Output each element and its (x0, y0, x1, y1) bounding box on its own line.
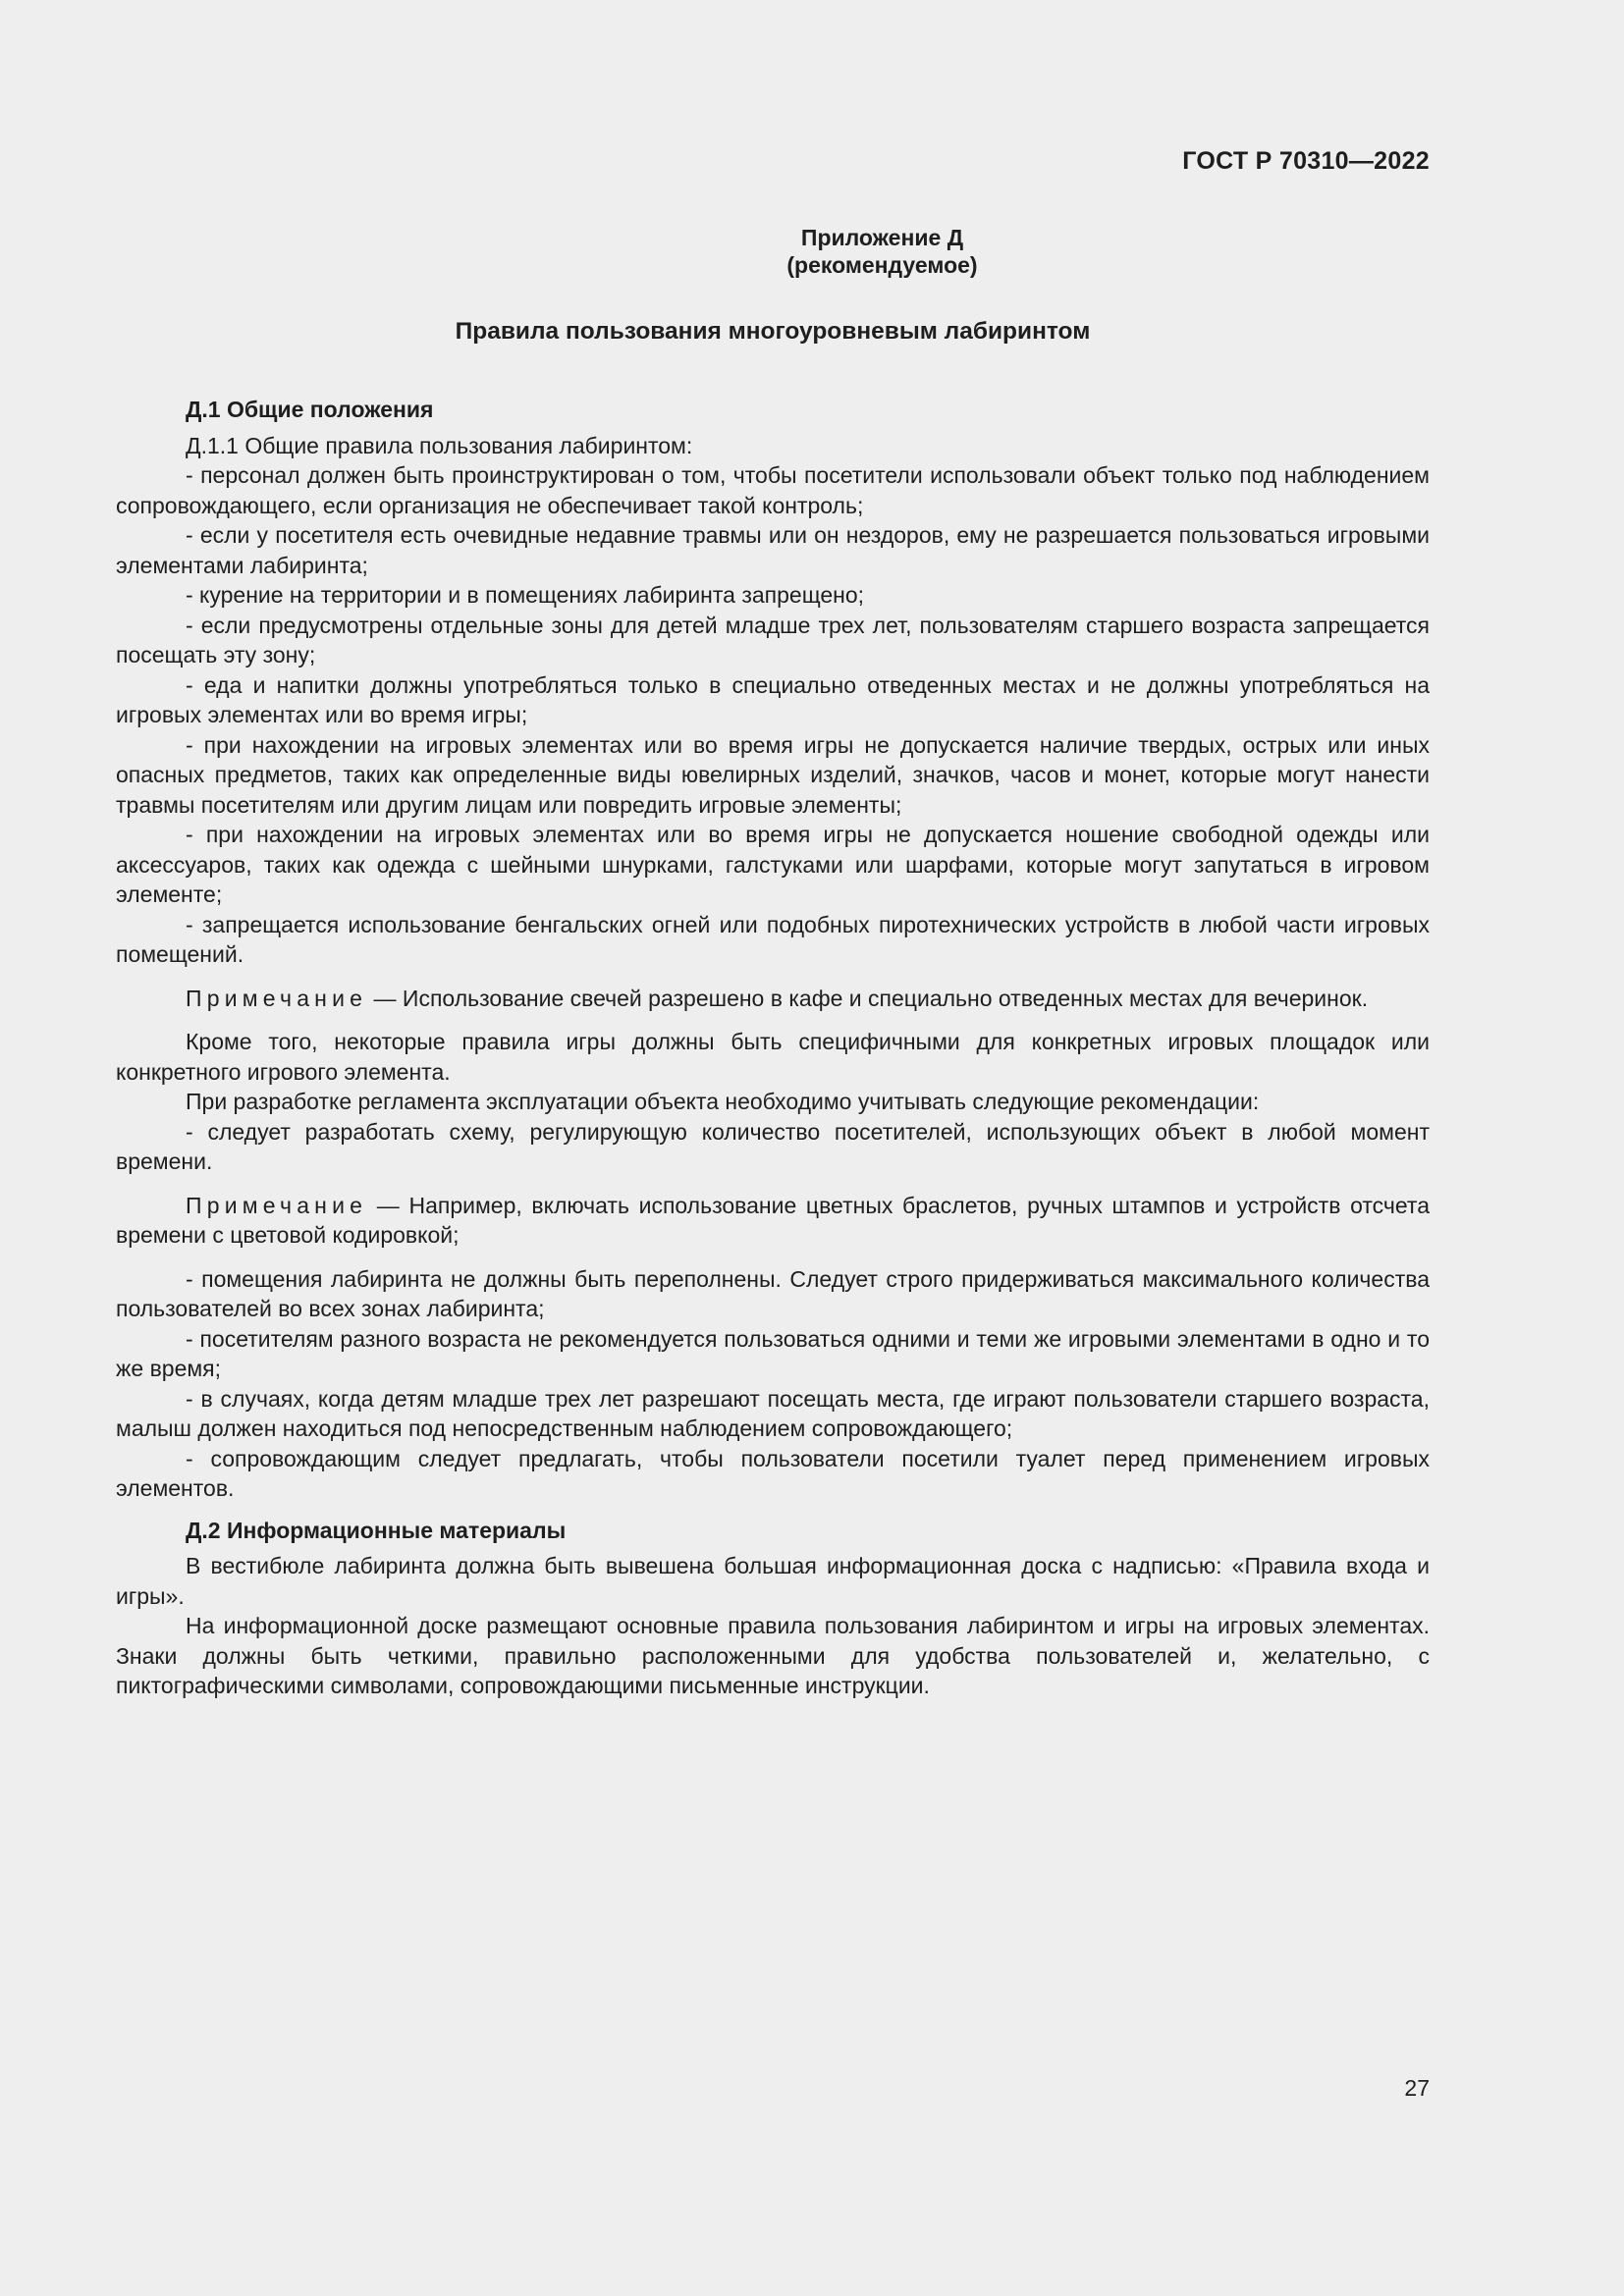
note-text: — Использование свечей разрешено в кафе и специально отведенных местах для вечеринок. (367, 985, 1369, 1011)
paragraph: При разработке регламента эксплуатации объекта необходимо учитывать следующие рекомендации: (186, 1089, 1260, 1114)
document-code: ГОСТ Р 70310—2022 (1182, 147, 1430, 175)
note-label: Примечание (186, 1192, 368, 1218)
list-item: - запрещается использование бенгальских огней или подобных пиротехнических устройств в любой части игровых помещений. (116, 911, 1430, 967)
note-text: — Например, включать использование цветных браслетов, ручных штампов и устройств отсчета времени с цветовой кодировкой; (116, 1192, 1430, 1248)
annex-title: Приложение Д (800, 225, 964, 250)
list-item: - при нахождении на игровых элементах или во время игры не допускается наличие твердых, острых или иных опасных предметов, таких как определенные виды ювелирных изделий, значков, часов и монет, которые могут нанести травмы посетителям или другим лицам или повредить игровые элементы; (116, 731, 1430, 818)
paragraph: В вестибюле лабиринта должна быть вывешена большая информационная доска с надписью: «Правила входа и игры». (116, 1553, 1430, 1609)
list-item: - при нахождении на игровых элементах или во время игры не допускается ношение свободной одежды или аксессуаров, таких как одежда с шейными шнурками, галстуками или шарфами, которые могут запутаться в игровом элементе; (116, 822, 1430, 907)
list-item: - еда и напитки должны употребляться только в специально отведенных местах и не должны употребляться на игровых элементах или во время игры; (116, 671, 1430, 727)
document-body (116, 395, 1430, 1701)
section-intro: Д.1.1 Общие правила пользования лабиринтом: (186, 432, 693, 458)
document-title: Правила пользования многоуровневым лабиринтом (455, 318, 1091, 345)
note-label: Примечание (186, 985, 368, 1011)
section-heading-d1: Д.1 Общие положения (186, 397, 434, 422)
list-item: - помещения лабиринта не должны быть переполнены. Следует строго придерживаться максимального количества пользователей во всех зонах лабиринта; (116, 1265, 1430, 1321)
note-1 (116, 984, 1430, 1014)
section-heading-d2: Д.2 Информационные материалы (186, 1517, 567, 1543)
paragraph: Кроме того, некоторые правила игры должны быть специфичными для конкретных игровых площадок или конкретного игрового элемента. (116, 1029, 1430, 1085)
list-item: - сопровождающим следует предлагать, чтобы пользователи посетили туалет перед применением игровых элементов. (116, 1445, 1430, 1501)
list-item: - если предусмотрены отдельные зоны для детей младше трех лет, пользователям старшего возраста запрещается посещать эту зону; (116, 612, 1430, 667)
page-number: 27 (1404, 2075, 1430, 2101)
list-item: - посетителям разного возраста не рекомендуется пользоваться одними и теми же игровыми элементами в одно и то же время; (116, 1325, 1430, 1381)
note-2 (116, 1191, 1430, 1251)
list-item: - следует разработать схему, регулирующую количество посетителей, использующих объект в любой момент времени. (116, 1118, 1430, 1174)
annex-heading (0, 224, 1624, 279)
list-item: - персонал должен быть проинструктирован о том, чтобы посетители использовали объект только под наблюдением сопровождающего, если организация не обеспечивает такой контроль; (116, 462, 1430, 518)
list-item: - курение на территории и в помещениях лабиринта запрещено; (186, 582, 865, 608)
list-item: - в случаях, когда детям младше трех лет разрешают посещать места, где играют пользователи старшего возраста, малыш должен находиться под непосредственным наблюдением сопровождающего; (116, 1385, 1430, 1441)
paragraph: На информационной доске размещают основные правила пользования лабиринтом и игры на игровых элементах. Знаки должны быть четкими, правильно расположенными для удобства пользователей и, желательно, с пиктографическими символами, сопровождающими письменные инструкции. (116, 1613, 1430, 1698)
annex-status: (рекомендуемое) (786, 252, 978, 278)
list-item: - если у посетителя есть очевидные недавние травмы или он нездоров, ему не разрешается пользоваться игровыми элементами лабиринта; (116, 522, 1430, 578)
